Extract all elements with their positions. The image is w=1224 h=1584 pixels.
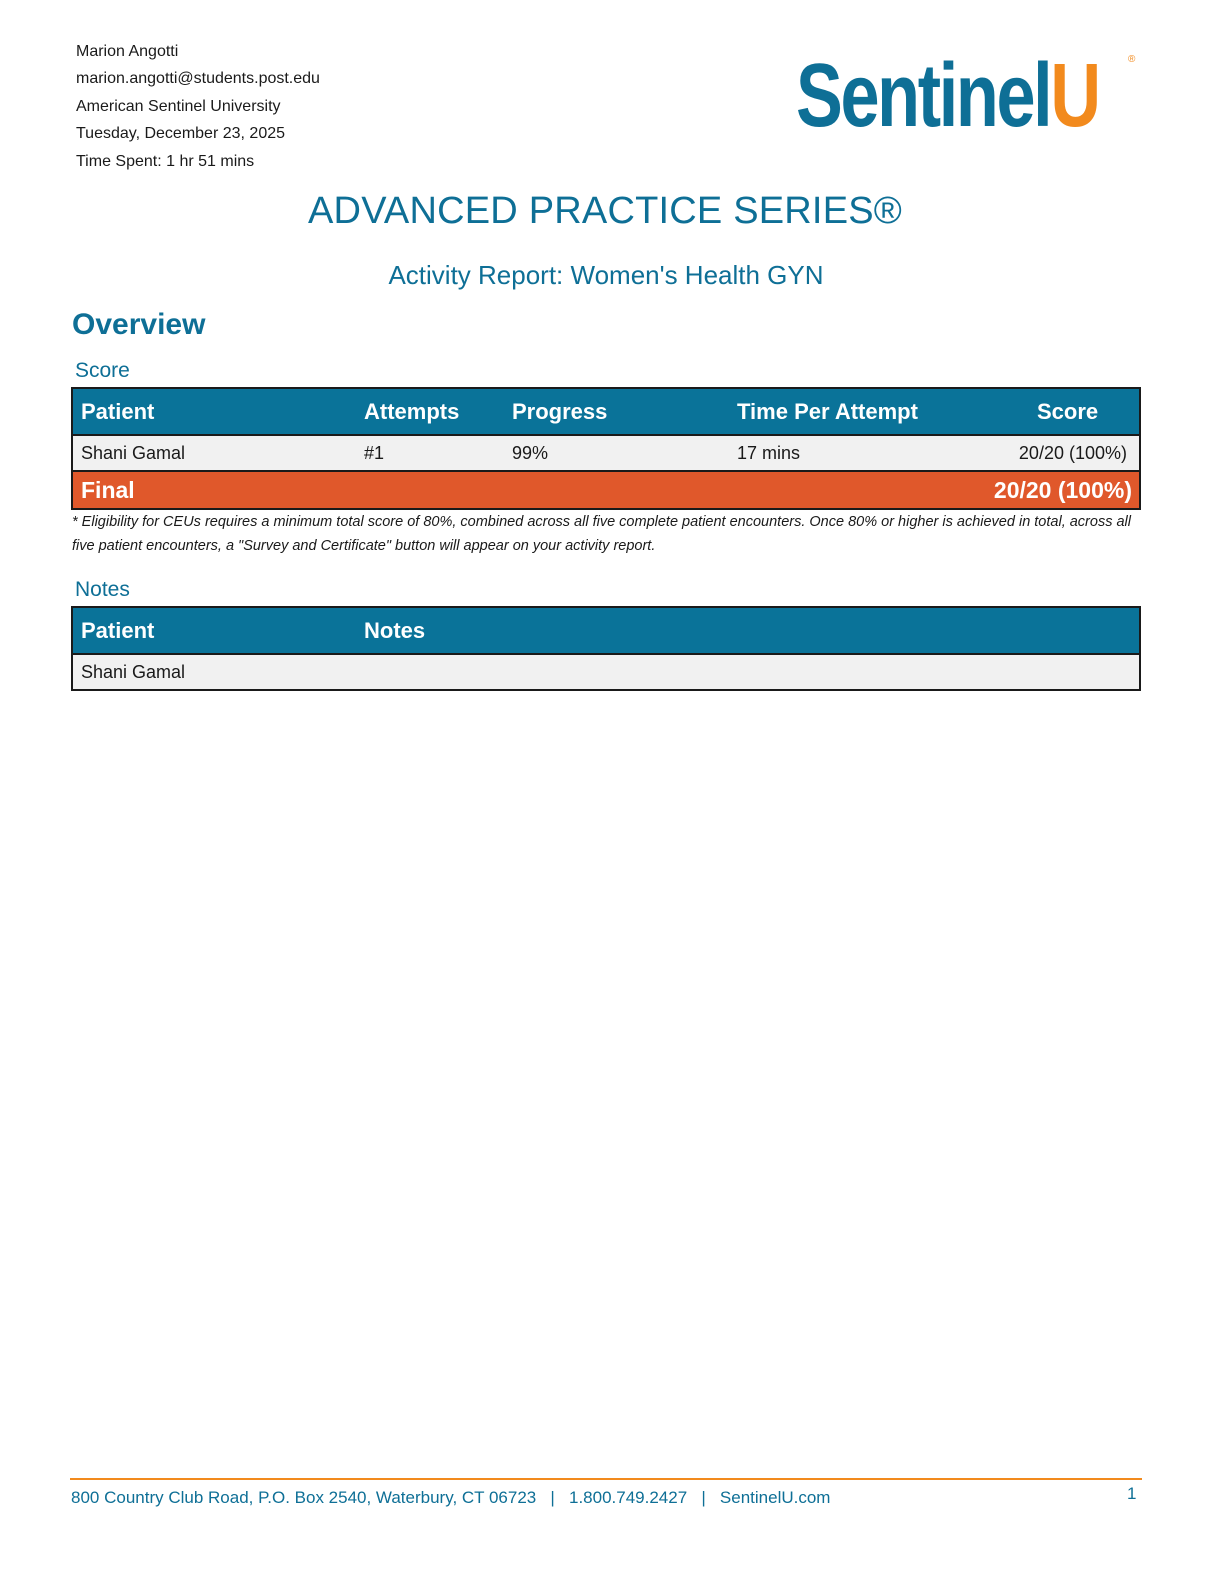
cell-time-per-attempt: 17 mins <box>737 442 801 463</box>
student-info <box>76 38 320 175</box>
footer-contact <box>71 1488 830 1508</box>
cell-score: 20/20 (100%) <box>1018 442 1127 463</box>
logo-letter: U <box>1050 46 1099 146</box>
notes-table-header <box>73 608 1139 653</box>
col-header-notes: Notes <box>364 617 426 643</box>
student-email: marion.angotti@students.post.edu <box>76 70 320 88</box>
report-date: Tuesday, December 23, 2025 <box>76 125 286 143</box>
score-section-label: Score <box>75 359 130 382</box>
footer-address: 800 Country Club Road, P.O. Box 2540, Waterbury, CT 06723 | 1.800.749.2427 | SentinelU.com <box>71 1488 831 1507</box>
col-header-patient: Patient <box>81 398 155 424</box>
cell-attempts: #1 <box>364 442 385 463</box>
col-header-attempts: Attempts <box>364 398 460 424</box>
cell-progress: 99% <box>512 442 549 463</box>
footer-divider <box>70 1478 1142 1480</box>
table-row <box>73 653 1139 689</box>
table-row <box>73 434 1139 470</box>
final-score: 20/20 (100%) <box>993 476 1132 503</box>
ceu-eligibility-footnote: * Eligibility for CEUs requires a minimum total score of 80%, combined across all five complete patient encounters. Once 80% or higher is achieved in total, across all five patient encounters, a "Survey and Certificate" button will appear on your activity report. <box>72 514 1131 554</box>
col-header-patient: Patient <box>81 617 155 643</box>
time-spent: Time Spent: 1 hr 51 mins <box>76 152 255 170</box>
notes-table <box>71 606 1141 691</box>
score-table-header <box>73 389 1139 434</box>
cell-patient: Shani Gamal <box>81 442 186 463</box>
col-header-score: Score <box>1037 398 1099 424</box>
col-header-time-per-attempt: Time Per Attempt <box>737 398 918 424</box>
page-title: ADVANCED PRACTICE SERIES® <box>308 190 902 232</box>
notes-section-label: Notes <box>75 578 130 601</box>
col-header-progress: Progress <box>512 398 608 424</box>
page-subtitle: Activity Report: Women's Health GYN <box>388 260 824 290</box>
logo-word: Sentinel <box>796 46 1051 146</box>
student-name: Marion Angotti <box>76 43 179 60</box>
student-school: American Sentinel University <box>76 97 281 115</box>
cell-patient: Shani Gamal <box>81 661 186 682</box>
sentinel-u-logo <box>796 44 1142 148</box>
score-table <box>71 387 1141 510</box>
overview-heading: Overview <box>72 308 206 341</box>
logo-registered-mark: ® <box>1128 54 1136 65</box>
page-number: 1 <box>1127 1484 1137 1503</box>
final-score-row <box>73 470 1139 508</box>
final-label: Final <box>81 476 135 503</box>
